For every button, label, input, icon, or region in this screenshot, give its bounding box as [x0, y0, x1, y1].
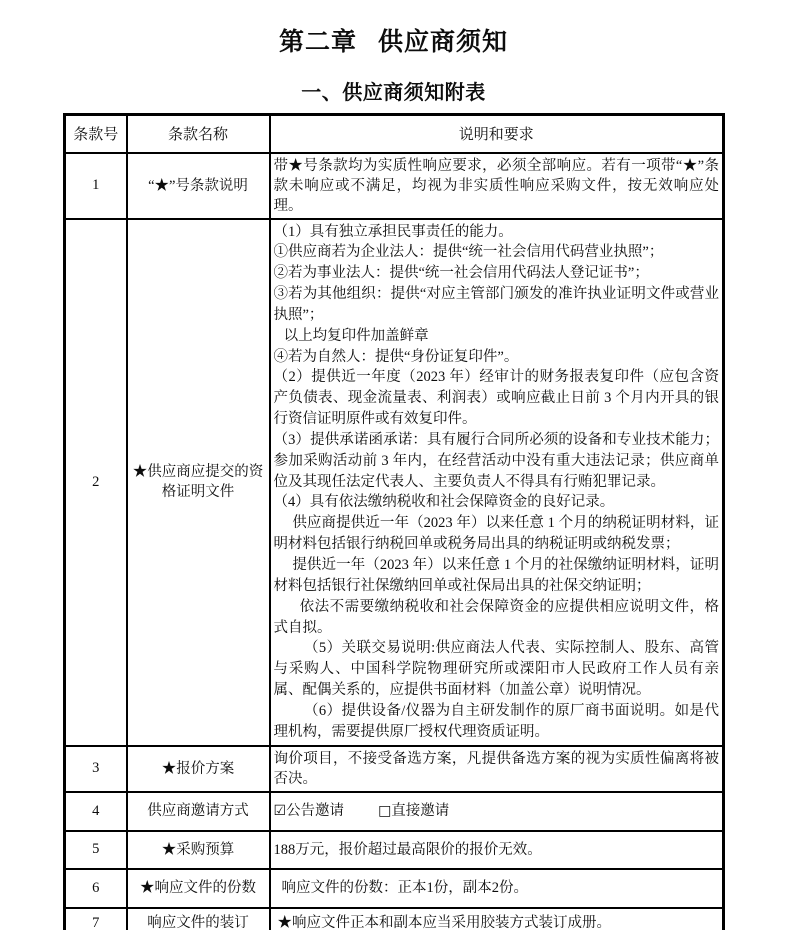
- desc-paragraph: （6）提供设备/仪器为自主研发制作的原厂商书面说明。如是代理机构，需要提供原厂授权代理资质证明。: [273, 702, 719, 740]
- clause-desc-cell: 188万元，报价超过最高限价的报价无效。: [270, 831, 724, 869]
- desc-paragraph: ③若为其他组织：提供“对应主管部门颁发的准许执业证明文件或营业执照”；: [273, 286, 719, 323]
- option-label: 直接邀请: [391, 803, 450, 820]
- clause-no-cell: 7: [65, 908, 127, 930]
- clause-name-cell: ★响应文件的份数: [127, 869, 270, 908]
- clause-no-cell: 5: [65, 831, 127, 869]
- clause-no-cell: 4: [65, 792, 127, 831]
- table-row: [65, 219, 724, 746]
- desc-paragraph: ②若为事业法人：提供“统一社会信用代码法人登记证书”；: [273, 265, 649, 282]
- desc-paragraph: 提供近一年（2023 年）以来任意 1 个月的社保缴纳证明材料，证明材料包括银行社保缴纳回单或社保局出具的社保交纳证明；: [273, 557, 719, 594]
- section-title: 一、供应商须知附表: [301, 82, 486, 104]
- clause-name-cell: ★供应商应提交的资格证明文件: [127, 219, 270, 746]
- table-row: [65, 792, 724, 831]
- clause-desc-cell: [270, 219, 724, 746]
- desc-paragraph: （5）关联交易说明:供应商法人代表、实际控制人、股东、高管与采购人、中国科学院物理研究所或溧阳市人民政府工作人员有亲属、配偶关系的，应提供书面材料（加盖公章）说明情况。: [273, 640, 719, 699]
- chapter-title: 第二章 供应商须知: [278, 29, 508, 56]
- desc-paragraph: （3）提供承诺函承诺：具有履行合同所必须的设备和专业技术能力；参加采购活动前 3 年内，在经营活动中没有重大违法记录；供应商单位及其现任法定代表人、主要负责人不得具有行贿犯罪记录。: [273, 431, 719, 490]
- clause-no-cell: 6: [65, 869, 127, 908]
- col-header-description: 说明和要求: [270, 115, 724, 153]
- clause-no-cell: 2: [65, 219, 127, 746]
- desc-paragraph: ④若为自然人：提供“身份证复印件”。: [273, 348, 519, 365]
- clause-desc-cell: 带★号条款均为实质性响应要求，必须全部响应。若有一项带“★”条款未响应或不满足，均视为非实质性响应采购文件，按无效响应处理。: [270, 153, 724, 219]
- clause-desc-cell: [270, 792, 724, 831]
- clause-name-cell: 供应商邀请方式: [127, 792, 270, 831]
- col-header-clause-name: 条款名称: [127, 115, 270, 153]
- table-row: [65, 153, 724, 219]
- checked-checkbox-icon: ☑: [273, 803, 287, 820]
- clause-name-cell: “★”号条款说明: [127, 153, 270, 219]
- clause-desc-cell: ★响应文件正本和副本应当采用胶装方式装订成册。: [270, 908, 724, 930]
- desc-paragraph: 以上均复印件加盖鲜章: [283, 327, 429, 344]
- desc-paragraph: ①供应商若为企业法人：提供“统一社会信用代码营业执照”；: [273, 244, 664, 261]
- clause-no-cell: 1: [65, 153, 127, 219]
- col-header-clause-no: 条款号: [65, 115, 127, 153]
- invitation-option-public: [274, 803, 345, 819]
- desc-paragraph: （2）提供近一年度（2023 年）经审计的财务报表复印件（应包含资产负债表、现金流量表、利润表）或响应截止日前 3 个月内开具的银行资信证明原件或有效复印件。: [273, 369, 719, 428]
- clause-name-cell: ★采购预算: [127, 831, 270, 869]
- clause-name-cell: ★报价方案: [127, 746, 270, 792]
- table-row: [65, 831, 724, 869]
- invitation-option-direct: [378, 803, 449, 819]
- table-header-row: [65, 115, 724, 153]
- unchecked-checkbox-icon: □: [378, 803, 392, 820]
- desc-paragraph: （1）具有独立承担民事责任的能力。: [273, 223, 513, 240]
- clause-no-cell: 3: [65, 746, 127, 792]
- desc-paragraph: （4）具有依法缴纳税收和社会保障资金的良好记录。: [273, 494, 615, 511]
- clause-desc-cell: 响应文件的份数：正本1份，副本2份。: [270, 869, 724, 908]
- desc-paragraph: 供应商提供近一年（2023 年）以来任意 1 个月的纳税证明材料，证明材料包括银行纳税回单或税务局出具的纳税证明或纳税发票；: [273, 515, 719, 553]
- supplier-notice-table: [63, 113, 725, 930]
- table-row: [65, 869, 724, 908]
- table-row: [65, 746, 724, 792]
- option-label: 公告邀请: [286, 803, 345, 820]
- clause-desc-cell: 询价项目，不接受备选方案，凡提供备选方案的视为实质性偏离将被否决。: [270, 746, 724, 792]
- desc-paragraph: 依法不需要缴纳税收和社会保障资金的应提供相应说明文件，格式自拟。: [273, 598, 719, 636]
- clause-name-cell: 响应文件的装订: [127, 908, 270, 930]
- table-row: [65, 908, 724, 930]
